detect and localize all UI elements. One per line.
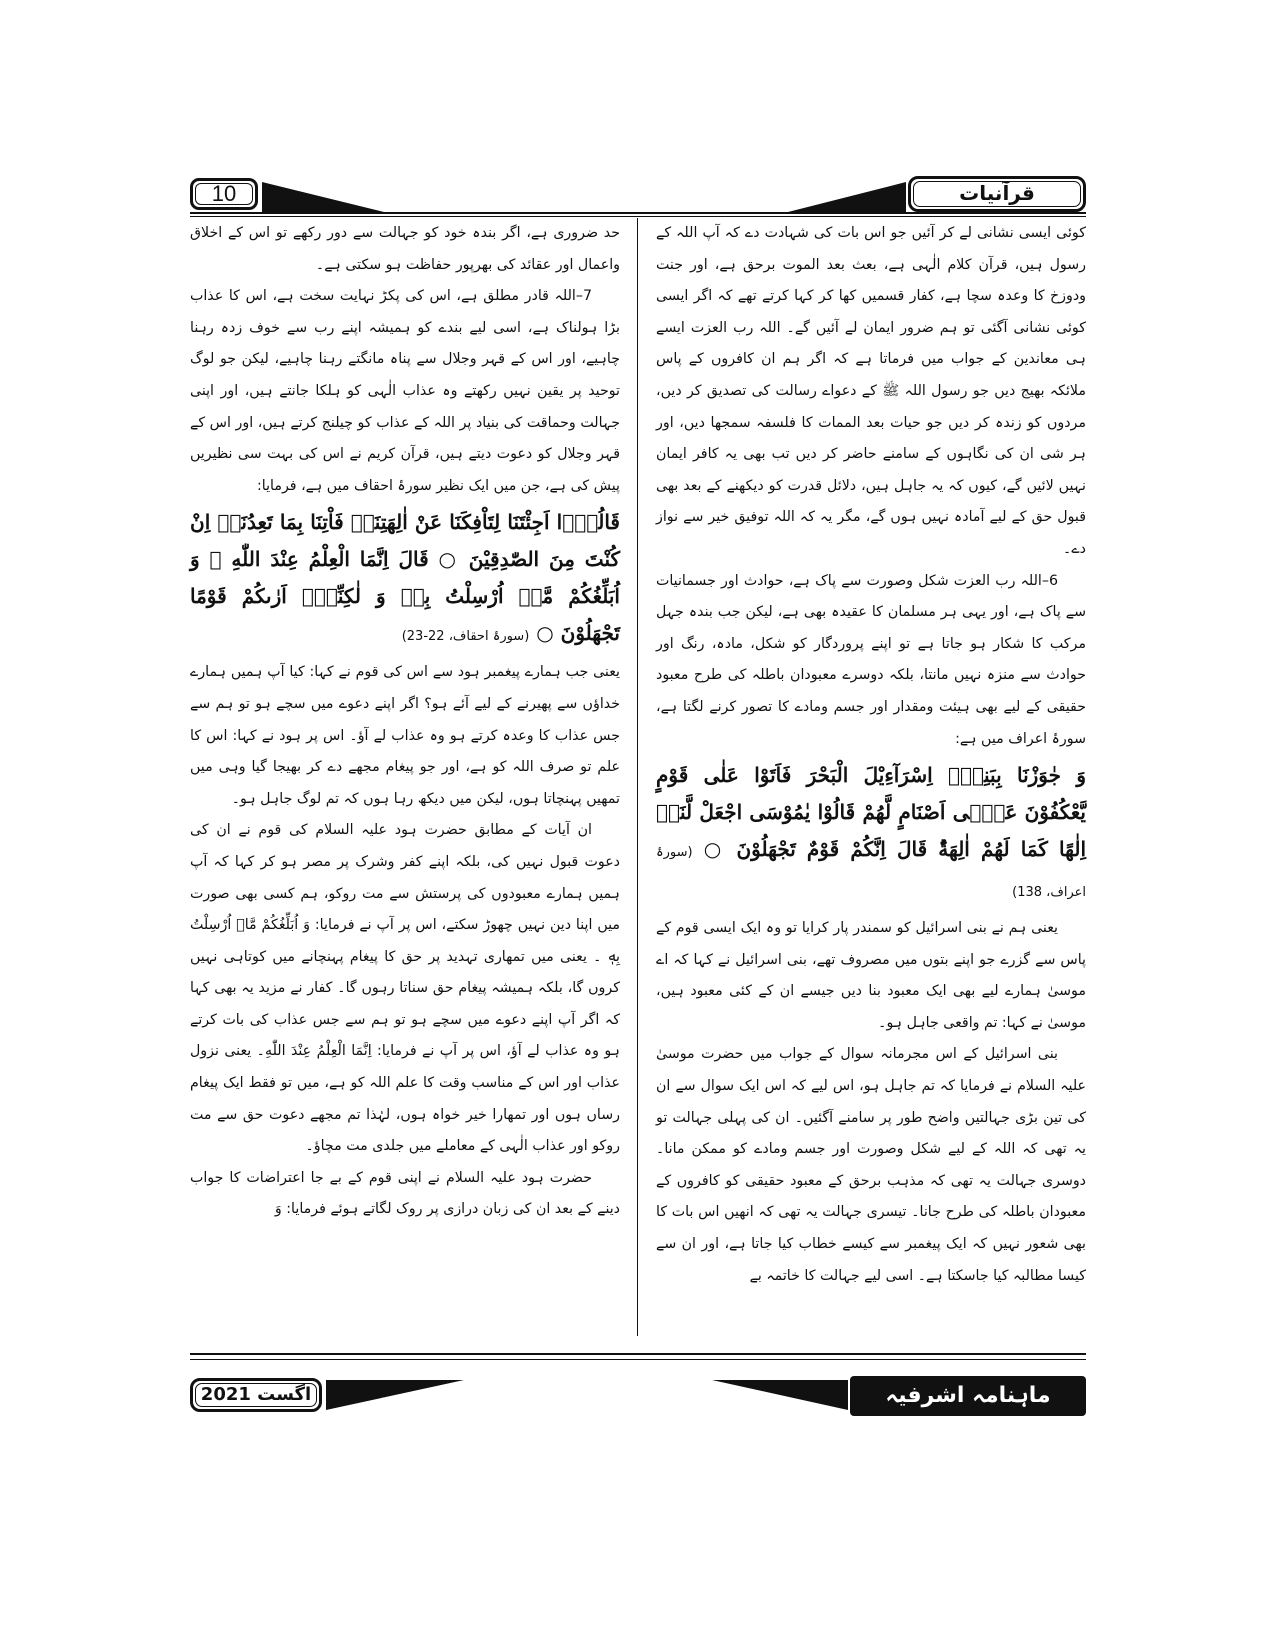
header-left-wedge [262,182,384,212]
verse-reference: (سورۂ اعراف، 138) [656,845,1086,901]
paragraph: 6–اللہ رب العزت شکل وصورت سے پاک ہے، حوادث اور جسمانیات سے پاک ہے، اور یہی ہر مسلمان کا عقیدہ بھی ہے، لیکن جب بندہ جہل مرکب کا شکار ہو جاتا ہے تو اپنے پروردگار کو شکل، مادہ، رنگ اور حوادث سے منزہ نہیں مانتا، بلکہ دوسرے معبودان باطلہ کی طرح معبود حقیقی کے لیے بھی ہیئت ومقدار اور جسم ومادے کا تصور کرنے لگتا ہے، سورۂ اعراف میں ہے: [656,572,1086,747]
verse-text: وَ جٰوَزْنَا بِبَنِیْۤ اِسْرَآءِیْلَ الْبَحْرَ فَاَتَوْا عَلٰی قَوْمٍ یَّعْكُفُوْنَ عَلٰۤی اَصْنَامٍ لَّهُمْ قَالُوْا یٰمُوْسَی اجْعَلْ لَّنَاۤ اِلٰهًا كَمَا لَهُمْ اٰلِهَةٌؕ قَالَ اِنَّكُمْ قَوْمٌ تَجْهَلُوْنَ ○ [656,763,1086,862]
paragraph: کوئی ایسی نشانی لے کر آئیں جو اس بات کی شہادت دے کہ آپ اللہ کے رسول ہیں، قرآن کلام الٰہی ہے، بعث بعد الموت برحق ہے، اور جنت ودوزخ کا وعدہ سچا ہے، کفار قسمیں کھا کر کہا کرتے تھے کہ اگر ایسی کوئی نشانی آگئی تو ہم ضرور ایمان لے آئیں گے۔ اللہ رب العزت ایسے ہی معاندین کے جواب میں فرماتا ہے کہ اگر ہم ان کافروں کے پاس ملائکہ بھیج دیں جو رسول اللہ ﷺ کے دعواے رسالت کی تصدیق کر دیں، مردوں کو زندہ کر دیں جو حیات بعد الممات کا فلسفہ سمجھا دیں، اور ہر شی ان کی نگاہوں کے سامنے حاضر کر دیں تب بھی یہ کافر ایمان نہیں لائیں گے، کیوں کہ یہ جاہل ہیں، دلائل قدرت کو دیکھنے کے بعد بھی قبول حق کے لیے آمادہ نہیں ہوں گے، مگر یہ کہ اللہ توفیق خیر سے نواز دے۔ [656,225,1086,557]
paragraph: ان آیات کے مطابق حضرت ہود علیہ السلام کی قوم نے ان کی دعوت قبول نہیں کی، بلکہ اپنے کفر وشرک پر مصر ہو کر کہا کہ آپ ہمیں ہمارے معبودوں کی پرستش سے مت روکو، ہم کسی بھی صورت میں اپنا دین نہیں چھوڑ سکتے، اس پر آپ نے فرمایا: وَ اُبَلِّغُكُمْ مَّاۤ اُرْسِلْتُ بِهٖ ۔ یعنی میں تمھاری تہدید پر حق کا پیغام پہنچانے میں کوتاہی نہیں کروں گا، بلکہ ہمیشہ پیغام حق سناتا رہوں گا۔ کفار نے مزید یہ بھی کہا کہ اگر آپ اپنے دعوے میں سچے ہو تو ہم سے جس عذاب کی بات کرتے ہو وہ عذاب لے آؤ، اس پر آپ نے فرمایا: اِنَّمَا الْعِلْمُ عِنْدَ اللّٰهِ۔ یعنی نزول عذاب اور اس کے مناسب وقت کا علم اللہ کو ہے، میں تو فقط ایک پیغام رساں ہوں اور تمھارا خیر خواہ ہوں، لہٰذا تم مجھے دعوت حق سے مت روکو اور عذاب الٰہی کے معاملے میں جلدی مت مچاؤ۔ [190,822,620,1155]
footer-left-wedge [326,1380,464,1410]
page-number: 10 [211,181,237,206]
verse-reference: (سورۂ احقاف، 22-23) [401,629,530,645]
header-rule [190,212,1086,214]
paragraph: یعنی جب ہمارے پیغمبر ہود سے اس کی قوم نے کہا: کیا آپ ہمیں ہمارے خداؤں سے پھیرنے کے لیے آئے ہو؟ اگر اپنے دعوے میں سچے ہو تو ہم سے جس عذاب کا وعدہ کرتے ہو وہ عذاب لے آؤ۔ اس پر ہود نے کہا: اس کا علم تو صرف اللہ کو ہے، اور جو پیغام مجھے دے کر بھیجا گیا وہی میں تمھیں پہنچاتا ہوں، لیکن میں دیکھ رہا ہوں کہ تم لوگ جاہل ہو۔ [190,664,620,807]
magazine-label-box [908,176,1086,212]
magazine-name-box [850,1376,1086,1416]
issue-box [190,1378,322,1412]
quran-verse [656,757,1086,911]
quran-verse [190,504,620,655]
paragraph: حد ضروری ہے، اگر بندہ خود کو جہالت سے دور رکھے تو اس کے اخلاق واعمال اور عقائد کی بھرپور حفاظت ہو سکتی ہے۔ [190,225,620,273]
magazine-name: ماہنامہ اشرفیہ [885,1383,1051,1408]
footer-rule [190,1353,1086,1355]
paragraph: یعنی ہم نے بنی اسرائیل کو سمندر پار کرایا تو وہ ایک ایسی قوم کے پاس سے گزرے جو اپنے بتوں میں مصروف تھے، بنی اسرائیل نے کہا کہ اے موسیٰ ہمارے لیے بھی ایک معبود بنا دیں جیسے ان کے کئی معبود ہیں، موسیٰ نے کہا: تم واقعی جاہل ہو۔ [656,920,1086,1031]
column-divider [637,218,638,1336]
magazine-label: قرآنیات [959,181,1035,205]
right-column [656,218,1086,1292]
page-number-box [190,178,258,210]
left-column [190,218,620,1226]
verse-text: قَالُوْۤا اَجِئْتَنَا لِتَاْفِكَنَا عَنْ اٰلِهَتِنَاۚ فَاْتِنَا بِمَا تَعِدُنَاۤ اِنْ كُنْتَ مِنَ الصّٰدِقِیْنَ ○ قَالَ اِنَّمَا الْعِلْمُ عِنْدَ اللّٰهِ ﳲ وَ اُبَلِّغُكُمْ مَّاۤ اُرْسِلْتُ بِهٖ وَ لٰكِنِّیْۤ اَرٰىكُمْ قَوْمًا تَجْهَلُوْنَ ○ [190,510,620,646]
footer-rule-thin [190,1359,1086,1360]
footer-right-wedge [712,1380,848,1410]
paragraph: حضرت ہود علیہ السلام نے اپنی قوم کے بے جا اعتراضات کا جواب دینے کے بعد ان کی زبان درازی پر روک لگاتے ہوئے فرمایا: وَ [190,1169,620,1218]
issue-date: اگست 2021 [200,1384,312,1405]
header-right-wedge [788,182,906,212]
paragraph: 7–اللہ قادر مطلق ہے، اس کی پکڑ نہایت سخت ہے، اس کا عذاب بڑا ہولناک ہے، اسی لیے بندے کو ہمیشہ اپنے رب سے خوف زدہ رہنا چاہیے، اور اس کے قہر وجلال سے پناہ مانگتے رہنا چاہیے، لیکن جو لوگ توحید پر یقین نہیں رکھتے وہ عذاب الٰہی کو ہلکا جانتے ہیں، اور اپنی جہالت وحماقت کی بنیاد پر اللہ کے عذاب کو چیلنج کرتے ہیں، اور اس کے قہر وجلال کو دعوت دیتے ہیں، قرآن کریم نے اس کی بہت سی نظیریں پیش کی ہے، جن میں ایک نظیر سورۂ احقاف میں ہے، فرمایا: [190,288,620,494]
header-rule-thin [190,216,1086,217]
paragraph: بنی اسرائیل کے اس مجرمانہ سوال کے جواب میں حضرت موسیٰ علیہ السلام نے فرمایا کہ تم جاہل ہو، اس لیے کہ اس ایک سوال سے ان کی تین بڑی جہالتیں واضح طور پر سامنے آگئیں۔ ان کی پہلی جہالت تو یہ تھی کہ اللہ کے لیے شکل وصورت اور جسم ومادے کو ممکن مانا۔ دوسری جہالت یہ تھی کہ مذہب برحق کے معبود حقیقی کو کافروں کے معبودان باطلہ کی طرح جانا۔ تیسری جہالت یہ تھی کہ انھیں اس بات کا بھی شعور نہیں کہ ایک پیغمبر سے کیسے خطاب کیا جاتا ہے، اور ان سے کیسا مطالبہ کیا جاسکتا ہے۔ اسی لیے جہالت کا خاتمہ بے [656,1046,1086,1284]
